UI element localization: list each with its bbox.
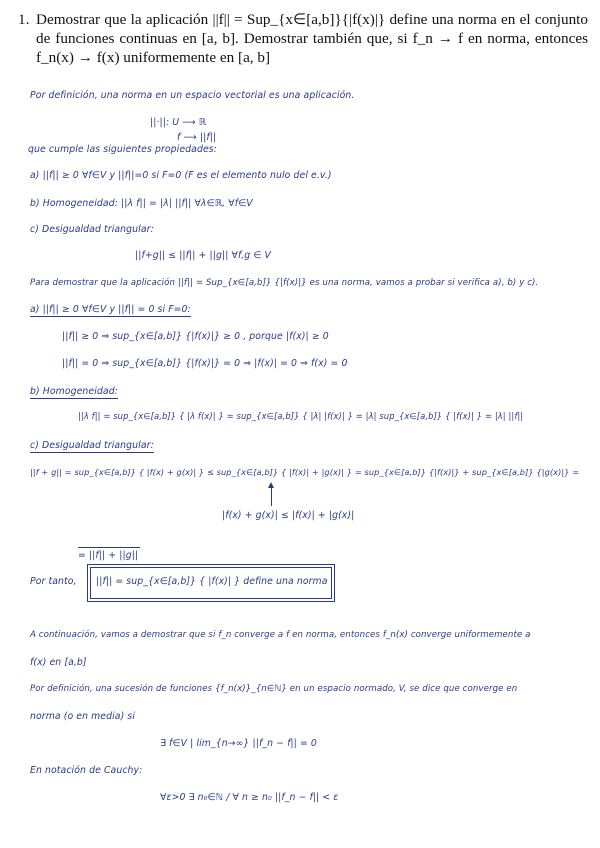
- property-c: c) Desigualdad triangular:: [30, 224, 154, 235]
- exercise-number: 1.: [18, 11, 30, 28]
- section-a-heading: a) ||f|| ≥ 0 ∀f∈V y ||f|| = 0 si F=0:: [30, 304, 191, 315]
- handwritten-line: A continuación, vamos a demostrar que si f_n converge a f en norma, entonces f_n(x) converge uniformemente a: [30, 630, 531, 640]
- handwritten-math: ||f|| = 0 ⇒ sup_{x∈[a,b]} {|f(x)|} = 0 ⇒ |f(x)| = 0 ⇒ f(x) = 0: [62, 358, 348, 369]
- handwritten-line: f(x) en [a,b]: [30, 657, 87, 668]
- handwritten-line: Por tanto,: [30, 576, 77, 587]
- handwritten-math: f ⟶ ||f||: [177, 132, 217, 143]
- exercise-statement: [18, 10, 588, 67]
- handwritten-math: ||·||: U ⟶ ℝ: [150, 117, 207, 128]
- handwritten-line: Por definición, una sucesión de funciones {f_n(x)}_{n∈ℕ} en un espacio normado, V, se dice que converge en: [30, 684, 518, 694]
- annotation-arrow-shaft: [271, 486, 272, 506]
- property-b: b) Homogeneidad: ||λ f|| = |λ| ||f|| ∀λ∈ℝ, ∀f∈V: [30, 198, 253, 209]
- handwritten-line: que cumple las siguientes propiedades:: [28, 144, 217, 155]
- handwritten-line: norma (o en media) si: [30, 711, 136, 722]
- handwritten-math: ∃ f∈V | lim_{n→∞} ||f_n − f|| = 0: [160, 738, 317, 749]
- handwritten-math: ∀ε>0 ∃ n₀∈ℕ / ∀ n ≥ n₀ ||f_n − f|| < ε: [160, 792, 339, 803]
- overline: [78, 547, 140, 548]
- handwritten-line: Por definición, una norma en un espacio vectorial es una aplicación.: [30, 90, 355, 101]
- handwritten-math: ||f+g|| ≤ ||f|| + ||g|| ∀f,g ∈ V: [135, 250, 271, 261]
- section-b-heading: b) Homogeneidad:: [30, 386, 118, 397]
- handwritten-line: Para demostrar que la aplicación ||f|| = Sup_{x∈[a,b]} {|f(x)|} es una norma, vamos a probar si verifica a), b) y c).: [30, 278, 539, 288]
- handwritten-math: |f(x) + g(x)| ≤ |f(x)| + |g(x)|: [222, 510, 355, 521]
- section-c-heading: c) Desigualdad triangular:: [30, 440, 154, 451]
- handwritten-line: En notación de Cauchy:: [30, 765, 143, 776]
- handwritten-math: = ||f|| + ||g||: [78, 550, 139, 561]
- property-a: a) ||f|| ≥ 0 ∀f∈V y ||f||=0 si F=0 (F es el elemento nulo del e.v.): [30, 170, 332, 181]
- handwritten-math: ||f|| = sup_{x∈[a,b]} { |f(x)| } define una norma: [96, 576, 328, 587]
- handwritten-math: ||f + g|| = sup_{x∈[a,b]} { |f(x) + g(x)| } ≤ sup_{x∈[a,b]} { |f(x)| + |g(x)| } = sup_{x∈[a,b]} {|f(x)|} + sup_{x∈[a,b]} {|g(x)|} =: [30, 467, 580, 477]
- annotation-arrow-icon: [268, 482, 274, 488]
- handwritten-math: ||λ f|| = sup_{x∈[a,b]} { |λ f(x)| } = sup_{x∈[a,b]} { |λ| |f(x)| } = |λ| sup_{x∈[a,b]} { |f(x)| } = |λ| ||f||: [78, 411, 524, 421]
- handwritten-math: ||f|| ≥ 0 ⇒ sup_{x∈[a,b]} {|f(x)|} ≥ 0 , porque |f(x)| ≥ 0: [62, 331, 329, 342]
- exercise-text: Demostrar que la aplicación ||f|| = Sup_{x∈[a,b]}{|f(x)|} define una norma en el conjunto de funciones continuas en [a, b]. Demostrar también que, si f_n → f en norma, entonces f_n(x) → f(x) uniformemente en [a, b]: [36, 11, 588, 66]
